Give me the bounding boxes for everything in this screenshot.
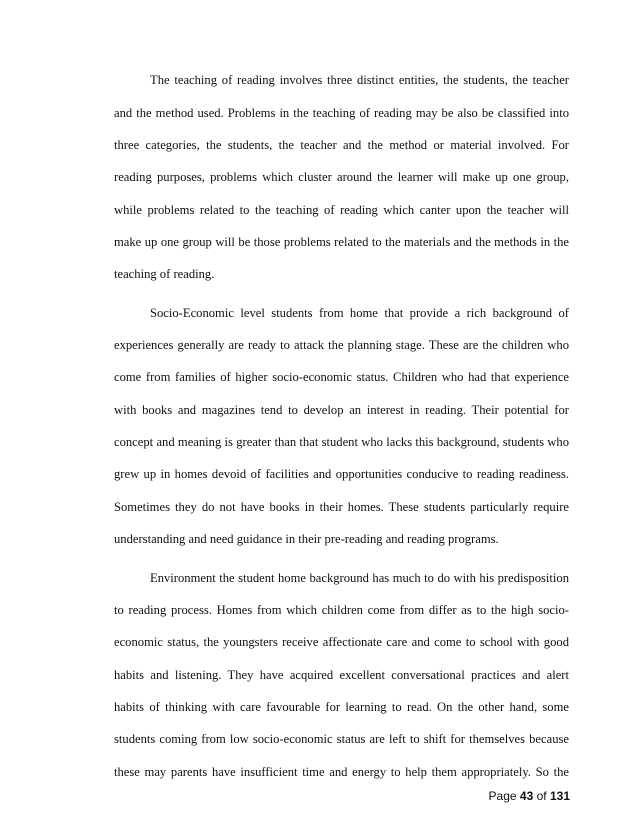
paragraph-2-line-6: grew up in homes devoid of facilities and opportunities conducive to reading readiness. [114,467,569,481]
paragraph-1-line-3: three categories, the students, the teacher and the method or material involved. For [114,138,569,152]
paragraph-2-line-2: experiences generally are ready to attack the planning stage. These are the children who [114,338,569,352]
paragraph-1-line-2: and the method used. Problems in the teaching of reading may be also be classified into [114,106,569,120]
paragraph-1-line-1: The teaching of reading involves three distinct entities, the students, the teacher [150,73,569,87]
paragraph-3-line-2: to reading process. Homes from which children come from differ as to the high socio- [114,603,569,617]
paragraph-1-line-7: teaching of reading. [114,267,215,281]
paragraph-3-line-1: Environment the student home background has much to do with his predisposition [150,571,569,585]
paragraph-1-line-4: reading purposes, problems which cluster around the learner will make up one group, [114,170,569,184]
paragraph-2-line-8: understanding and need guidance in their pre-reading and reading programs. [114,532,499,546]
of-label: of [536,789,547,803]
paragraph-3-line-6: students coming from low socio-economic status are left to shift for themselves because [114,732,569,746]
paragraph-1-line-5: while problems related to the teaching of reading which canter upon the teacher will [114,203,569,217]
paragraph-3-line-4: habits and listening. They have acquired excellent conversational practices and alert [114,668,569,682]
total-pages-number: 131 [549,789,570,803]
paragraph-2-line-7: Sometimes they do not have books in their homes. These students particularly require [114,500,569,514]
paragraph-1-line-6: make up one group will be those problems related to the materials and the methods in the [114,235,569,249]
page-number-footer [480,789,570,803]
paragraph-3-line-3: economic status, the youngsters receive affectionate care and come to school with good [114,635,569,649]
current-page-number: 43 [519,789,534,803]
paragraph-3-line-5: habits of thinking with care favourable for learning to read. On the other hand, some [114,700,569,714]
paragraph-2-line-1: Socio-Economic level students from home that provide a rich background of [150,306,569,320]
paragraph-3-line-7: these may parents have insufficient time and energy to help them appropriately. So the [114,765,569,779]
page-label: Page [488,789,517,803]
paragraph-2-line-3: come from families of higher socio-economic status. Children who had that experience [114,370,569,384]
paragraph-2-line-4: with books and magazines tend to develop an interest in reading. Their potential for [114,403,569,417]
paragraph-2-line-5: concept and meaning is greater than that student who lacks this background, students who [114,435,569,449]
